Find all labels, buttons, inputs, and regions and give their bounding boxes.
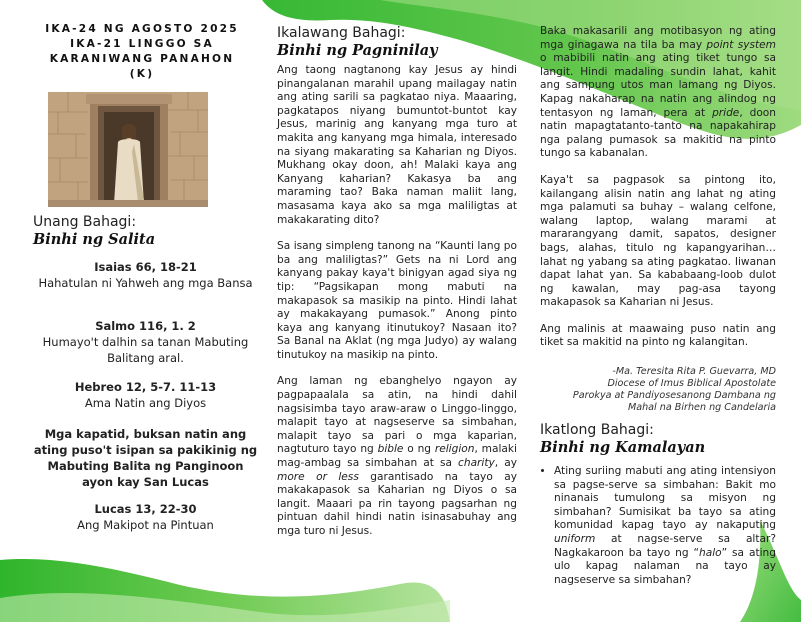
- gospel-reading: [33, 501, 258, 533]
- author-parish-1: Parokya at Pandiyosesanong Dambana ng: [572, 390, 776, 402]
- part3-label: Ikatlong Bahagi:: [540, 422, 654, 439]
- gospel-desc: Ang Makipot na Pintuan: [77, 518, 214, 532]
- continuation-paragraph-3: Ang malinis at maawaing puso natin ang tiket sa makitid na pinto ng kalangitan.: [540, 322, 776, 349]
- reading-3-desc: Ama Natin ang Diyos: [84, 396, 207, 410]
- reading-2: [33, 318, 258, 366]
- date-line-3: KARANIWANG PANAHON: [49, 53, 235, 65]
- author-parish-2: Mahal na Birhen ng Candelaria: [627, 402, 776, 414]
- date-header: [28, 22, 256, 82]
- reflection-paragraph-3: Ang laman ng ebanghelyo ngayon ay pagpapaalala sa atin, na hindi dahil nagsisimba tayo araw-araw o Linggo-linggo, malapit tayo at nagseserve sa simbahan, malapit tayo sa pari o mga kaparian, nagtuturo tayo ng bible o ng religion, malaki mag-ambag sa simbahan at sa charity, ay more or less garantisado na tayo ay makakapasok sa Kaharian ng Diyos o sa langit. Maaari pa rin tayong pagsarhan ng pintuan dahil hindi natin isinasabuhay ang mga turo ni Jesus.: [277, 375, 518, 537]
- reading-2-desc: Humayo't dalhin sa tanan Mabuting Balitang aral.: [42, 335, 249, 365]
- gospel-exhortation: [33, 426, 258, 490]
- reflection-paragraph-1: Ang taong nagtanong kay Jesus ay hindi pinangalanan marahil upang mailagay natin ang ating sarili sa pagkatao niya. Maaaring, pagkatapos niyang bumuntot-buntot kay Jesus, marinig ang kanyang mga turo at makita ang kanyang mga himala, interesado na siyang makarating sa Kaharian ng Diyos. Mukhang okay doon, ah! Malaki kaya ang Kanyang kaharian? Kakasya ba ang maraming tao? Baka naman maliit lang, masasama kaya ako sa mga maliligtas at makakarating dito?: [277, 64, 517, 226]
- author-signature: [540, 366, 776, 414]
- column-readings: [28, 22, 256, 82]
- gospel-ref: Lucas 13, 22-30: [94, 502, 197, 516]
- author-org: Diocese of Imus Biblical Apostolate: [607, 378, 776, 390]
- reflection-questions: [540, 465, 776, 587]
- part1-label: Unang Bahagi:: [33, 214, 137, 230]
- part1-section: [33, 214, 258, 249]
- date-line-2: IKA-21 LINGGO SA: [70, 38, 214, 50]
- reading-3: [33, 379, 258, 411]
- part3-title: Binhi ng Kamalayan: [540, 439, 706, 457]
- part2-label: Ikalawang Bahagi:: [277, 25, 406, 41]
- column-continuation: [540, 25, 776, 587]
- part3-section: [540, 422, 776, 457]
- date-line-4: (K): [129, 68, 155, 80]
- reading-1-ref: Isaias 66, 18-21: [94, 260, 197, 274]
- reading-3-ref: Hebreo 12, 5-7. 11-13: [74, 380, 217, 394]
- column-reflection: [277, 25, 517, 539]
- continuation-paragraph-2: Kaya't sa pagpasok sa pintong ito, kailangang alisin natin ang lahat ng ating mga palamuti sa buhay – walang celfone, walang laptop, walang marami at mararangyang damit, sapatos, designer bags, alahas, titulo ng kapangyarihan… lahat ng yabang sa ating pagkatao. Iiwanan dapat lahat yan. Sa kababaang-loob dulot ng kawalan, may pag-asa tayong makapasok sa Kaharian ni Jesus.: [540, 173, 776, 309]
- part2-title: Binhi ng Pagninilay: [277, 42, 438, 59]
- reading-1: [33, 259, 258, 291]
- reading-1-desc: Hahatulan ni Yahweh ang mga Bansa: [38, 276, 253, 290]
- reflection-paragraph-2: Sa isang simpleng tanong na “Kaunti lang po ba ang maliligtas?” Gets na ni Lord ang kanyang pakay kaya't binigyan agad siya ng tip: “Pagsikapan mong mabuti na makapasok sa masikip na pinto. Hindi lahat ay makakayang pumasok.” Anong pinto kaya ang kanyang itinutukoy? Nasaan ito? Sa Banal na Aklat (ng mga Judyo) ay walang tinutukoy na masikip na pinto.: [277, 240, 517, 361]
- reflection-question: • Ating suriing mabuti ang ating intensiyon sa pagse-serve sa simbahan: Bakit mo ninanais tumulong sa misyon ng simbahan? Sumisikat ba tayo sa ating komunidad kapag tayo ay nakaputing uniform at nagse-serve sa altar? Nagkakaroon ba tayo ng “halo” sa ating ulo kapag nalaman na tayo ay nagseserve sa simbahan?: [554, 465, 776, 587]
- author-name: -Ma. Teresita Rita P. Guevarra, MD: [612, 366, 776, 378]
- jesus-at-doorway-illustration: [48, 92, 208, 207]
- continuation-paragraph-1: Baka makasarili ang motibasyon ng ating mga ginagawa na tila ba may point system o mabibili natin ang ating tiket tungo sa langit. Hindi madaling sundin lahat, kahit ang sampung utos man lamang ng Diyos. Kapag nakaharap na natin ang alindog ng tentasyon ng laman, pera at pride, doon natin mapagtatanto-tanto na napakahirap nga palang pumasok sa makitid na pinto tungo sa kabanalan.: [540, 25, 777, 160]
- reading-2-ref: Salmo 116, 1. 2: [95, 319, 196, 333]
- part1-title: Binhi ng Salita: [33, 231, 156, 248]
- exhortation-text: Mga kapatid, buksan natin ang ating puso't isipan sa pakikinig ng Mabuting Balita ng Panginoon ayon kay San Lucas: [33, 427, 258, 489]
- date-line-1: IKA-24 NG AGOSTO 2025: [45, 23, 239, 35]
